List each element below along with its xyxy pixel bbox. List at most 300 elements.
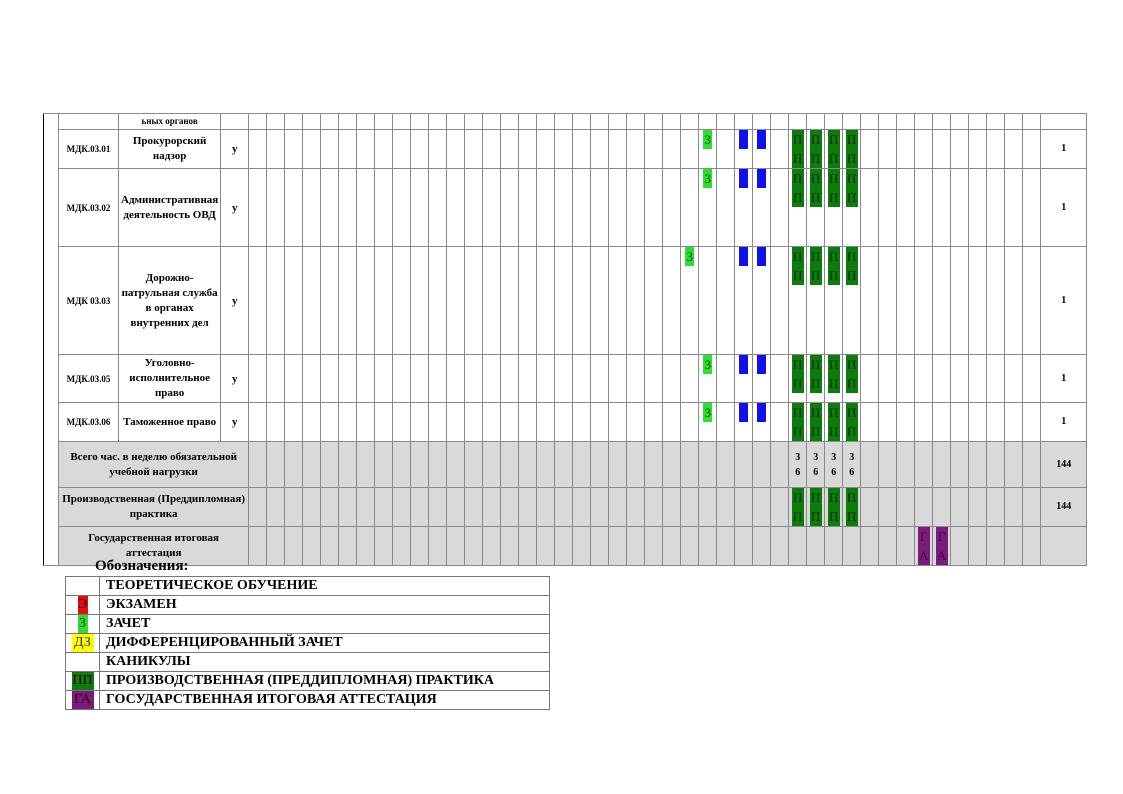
week-cell [645, 527, 663, 566]
week-cell [267, 488, 285, 527]
week-cell [267, 130, 285, 169]
week-cell [429, 403, 447, 442]
week-cell [555, 355, 573, 403]
legend-text: ПРОИЗВОДСТВЕННАЯ (ПРЕДДИПЛОМНАЯ) ПРАКТИКА [100, 672, 550, 691]
practice-mark: П П [829, 171, 839, 205]
week-cell [969, 403, 987, 442]
week-cell [681, 355, 699, 403]
week-cell [681, 130, 699, 169]
legend-item [66, 672, 550, 691]
week-cell [843, 247, 861, 355]
week-cell [411, 403, 429, 442]
week-cell [465, 488, 483, 527]
week-cell [825, 442, 843, 488]
week-cell [933, 247, 951, 355]
week-cell [717, 130, 735, 169]
week-cell [663, 130, 681, 169]
week-cell [753, 247, 771, 355]
week-cell [555, 169, 573, 247]
week-cell [879, 130, 897, 169]
form-cell [221, 114, 249, 130]
week-cell [465, 442, 483, 488]
week-cell [519, 169, 537, 247]
week-cell [393, 527, 411, 566]
practice-mark: П П [847, 132, 857, 166]
legend-item [66, 653, 550, 672]
week-cell [753, 130, 771, 169]
week-cell [969, 442, 987, 488]
week-cell [933, 442, 951, 488]
week-cell [861, 488, 879, 527]
week-cell [501, 442, 519, 488]
week-cell [681, 403, 699, 442]
week-cell [267, 527, 285, 566]
assessment-form: у [221, 355, 249, 403]
week-cell [861, 247, 879, 355]
week-cell [951, 442, 969, 488]
week-cell [1023, 130, 1041, 169]
week-cell [879, 355, 897, 403]
week-cell [465, 403, 483, 442]
week-cell [825, 130, 843, 169]
legend-swatch-cell [66, 577, 100, 596]
week-cell [627, 114, 645, 130]
week-cell [897, 114, 915, 130]
week-cell [987, 130, 1005, 169]
week-cell [861, 169, 879, 247]
week-cell [987, 403, 1005, 442]
week-cell [393, 130, 411, 169]
week-cell [825, 169, 843, 247]
week-cell [555, 527, 573, 566]
week-cell [861, 442, 879, 488]
total-cell: 144 [1041, 442, 1087, 488]
week-cell [681, 442, 699, 488]
week-cell [879, 403, 897, 442]
week-cell [645, 114, 663, 130]
week-cell [1005, 527, 1023, 566]
week-cell [951, 527, 969, 566]
week-cell [627, 130, 645, 169]
week-cell [951, 169, 969, 247]
week-cell [969, 355, 987, 403]
week-cell [933, 355, 951, 403]
week-cell [915, 403, 933, 442]
week-cell [645, 169, 663, 247]
week-cell [897, 527, 915, 566]
total-cell [1041, 114, 1087, 130]
week-cell [339, 355, 357, 403]
week-cell [483, 488, 501, 527]
week-cell [1023, 355, 1041, 403]
week-cell [321, 355, 339, 403]
week-cell [465, 247, 483, 355]
practice-mark: П П [793, 171, 803, 205]
week-cell [429, 169, 447, 247]
week-cell [249, 442, 267, 488]
hours-value: 36 [795, 451, 801, 478]
week-cell [483, 114, 501, 130]
week-cell [897, 488, 915, 527]
week-cell [303, 403, 321, 442]
vacation-mark [757, 130, 766, 149]
legend-swatch-cell [66, 691, 100, 710]
week-cell [465, 355, 483, 403]
week-cell [627, 247, 645, 355]
vacation-mark [757, 247, 766, 266]
week-cell [375, 442, 393, 488]
week-cell [537, 442, 555, 488]
week-cell [879, 247, 897, 355]
week-cell [519, 488, 537, 527]
practice-mark: П П [811, 171, 821, 205]
week-cell [447, 527, 465, 566]
week-cell [987, 527, 1005, 566]
week-cell [267, 247, 285, 355]
week-cell [735, 527, 753, 566]
week-cell [321, 130, 339, 169]
week-cell [609, 488, 627, 527]
week-cell [591, 114, 609, 130]
week-cell [339, 403, 357, 442]
week-cell [789, 403, 807, 442]
week-cell [825, 355, 843, 403]
week-cell [393, 247, 411, 355]
week-cell [357, 527, 375, 566]
week-cell [843, 355, 861, 403]
discipline-code: МДК 03.03 [59, 247, 119, 355]
week-cell [735, 442, 753, 488]
week-cell [789, 488, 807, 527]
week-cell [879, 442, 897, 488]
legend-swatch-cell [66, 634, 100, 653]
week-cell [555, 130, 573, 169]
week-cell [663, 403, 681, 442]
week-cell [303, 442, 321, 488]
week-cell [393, 442, 411, 488]
week-cell [699, 169, 717, 247]
practice-mark: П П [847, 249, 857, 283]
week-cell [339, 247, 357, 355]
discipline-row [44, 169, 1087, 247]
practice-mark: П П [829, 490, 839, 524]
week-cell [1005, 114, 1023, 130]
week-cell [645, 355, 663, 403]
practice-mark: П П [847, 357, 857, 391]
week-cell [357, 247, 375, 355]
week-cell [717, 355, 735, 403]
week-cell [573, 442, 591, 488]
week-cell [501, 355, 519, 403]
legend-swatch: ДЗ [72, 634, 94, 652]
schedule-table [43, 113, 1087, 566]
week-cell [789, 169, 807, 247]
week-cell [987, 247, 1005, 355]
week-cell [411, 355, 429, 403]
week-cell [501, 247, 519, 355]
week-cell [951, 355, 969, 403]
week-cell [879, 527, 897, 566]
week-cell [393, 114, 411, 130]
week-cell [447, 247, 465, 355]
week-cell [681, 247, 699, 355]
week-cell [285, 130, 303, 169]
week-cell [285, 488, 303, 527]
week-cell [411, 488, 429, 527]
week-cell [1023, 247, 1041, 355]
practice-mark: П П [793, 249, 803, 283]
week-cell [501, 114, 519, 130]
week-cell [573, 355, 591, 403]
week-cell [609, 169, 627, 247]
vacation-mark [757, 169, 766, 188]
week-cell [771, 403, 789, 442]
week-cell [735, 403, 753, 442]
week-cell [987, 169, 1005, 247]
week-cell [303, 488, 321, 527]
week-cell [645, 403, 663, 442]
week-cell [753, 114, 771, 130]
week-cell [753, 403, 771, 442]
discipline-code: МДК.03.02 [59, 169, 119, 247]
week-cell [285, 442, 303, 488]
week-cell [663, 355, 681, 403]
week-cell [699, 527, 717, 566]
vacation-mark [739, 247, 748, 266]
legend-text: ТЕОРЕТИЧЕСКОЕ ОБУЧЕНИЕ [100, 577, 550, 596]
week-cell [249, 527, 267, 566]
legend-text: ЭКЗАМЕН [100, 596, 550, 615]
week-cell [717, 442, 735, 488]
week-cell [807, 169, 825, 247]
week-cell [285, 114, 303, 130]
week-cell [1005, 130, 1023, 169]
header-row [44, 114, 1087, 130]
week-cell [1005, 442, 1023, 488]
week-cell [339, 114, 357, 130]
total-cell: 1 [1041, 355, 1087, 403]
legend-swatch-cell [66, 653, 100, 672]
vacation-mark [739, 169, 748, 188]
week-cell [789, 527, 807, 566]
week-cell [987, 442, 1005, 488]
week-cell [591, 488, 609, 527]
week-cell [807, 130, 825, 169]
week-cell [861, 403, 879, 442]
week-cell [303, 169, 321, 247]
week-cell [771, 488, 789, 527]
week-cell [339, 169, 357, 247]
week-cell [429, 355, 447, 403]
week-cell [753, 442, 771, 488]
summary-row [44, 442, 1087, 488]
week-cell [573, 247, 591, 355]
practice-mark: П П [811, 490, 821, 524]
week-cell [735, 247, 753, 355]
zachet-mark: З [704, 357, 711, 372]
legend-item [66, 634, 550, 653]
week-cell [1005, 403, 1023, 442]
week-cell [699, 488, 717, 527]
week-cell [339, 527, 357, 566]
week-cell [375, 130, 393, 169]
week-cell [627, 488, 645, 527]
week-cell [771, 355, 789, 403]
week-cell [429, 114, 447, 130]
week-cell [1023, 488, 1041, 527]
week-cell [807, 488, 825, 527]
week-cell [771, 114, 789, 130]
week-cell [573, 169, 591, 247]
total-cell: 1 [1041, 247, 1087, 355]
week-cell [627, 527, 645, 566]
week-cell [447, 130, 465, 169]
legend-text: ГОСУДАРСТВЕННАЯ ИТОГОВАЯ АТТЕСТАЦИЯ [100, 691, 550, 710]
week-cell [879, 114, 897, 130]
week-cell [1005, 355, 1023, 403]
week-cell [249, 114, 267, 130]
week-cell [753, 355, 771, 403]
week-cell [267, 403, 285, 442]
legend-text: ЗАЧЕТ [100, 615, 550, 634]
week-cell [699, 403, 717, 442]
week-cell [897, 355, 915, 403]
discipline-code: МДК.03.06 [59, 403, 119, 442]
week-cell [249, 488, 267, 527]
practice-mark: П П [847, 490, 857, 524]
week-cell [807, 527, 825, 566]
week-cell [933, 488, 951, 527]
week-cell [771, 130, 789, 169]
week-cell [663, 114, 681, 130]
week-cell [591, 169, 609, 247]
summary-label: Всего час. в неделю обязательной учебной нагрузки [59, 442, 249, 488]
week-cell [897, 403, 915, 442]
week-cell [303, 527, 321, 566]
week-cell [447, 169, 465, 247]
week-cell [609, 442, 627, 488]
hours-value: 36 [831, 451, 837, 478]
zachet-mark: З [704, 405, 711, 420]
week-cell [339, 488, 357, 527]
vacation-mark [739, 403, 748, 422]
week-cell [663, 488, 681, 527]
week-cell [915, 442, 933, 488]
week-cell [483, 442, 501, 488]
practice-mark: П П [829, 405, 839, 439]
week-cell [717, 114, 735, 130]
discipline-name: Административная деятельность ОВД [119, 169, 221, 247]
week-cell [357, 355, 375, 403]
week-cell [735, 114, 753, 130]
week-cell [933, 169, 951, 247]
week-cell [501, 130, 519, 169]
week-cell [519, 247, 537, 355]
week-cell [825, 247, 843, 355]
week-cell [753, 169, 771, 247]
week-cell [465, 114, 483, 130]
week-cell [465, 527, 483, 566]
week-cell [627, 403, 645, 442]
summary-row [44, 527, 1087, 566]
week-cell [411, 527, 429, 566]
legend-swatch: ГА [72, 691, 94, 709]
week-cell [591, 130, 609, 169]
week-cell [321, 247, 339, 355]
week-cell [609, 247, 627, 355]
week-cell [663, 442, 681, 488]
practice-mark: П П [811, 405, 821, 439]
legend-item [66, 615, 550, 634]
week-cell [339, 130, 357, 169]
practice-mark: П П [793, 490, 803, 524]
week-cell [519, 130, 537, 169]
week-cell [609, 527, 627, 566]
discipline-row [44, 355, 1087, 403]
week-cell [843, 114, 861, 130]
total-cell: 1 [1041, 169, 1087, 247]
week-cell [735, 355, 753, 403]
week-cell [1023, 114, 1041, 130]
week-cell [789, 355, 807, 403]
practice-mark: П П [793, 132, 803, 166]
week-cell [699, 114, 717, 130]
legend-swatch-cell [66, 672, 100, 691]
week-cell [555, 488, 573, 527]
week-cell [303, 114, 321, 130]
week-cell [375, 247, 393, 355]
week-cell [555, 247, 573, 355]
week-cell [303, 247, 321, 355]
week-cell [807, 114, 825, 130]
discipline-row [44, 247, 1087, 355]
week-cell [591, 247, 609, 355]
summary-row [44, 488, 1087, 527]
week-cell [681, 114, 699, 130]
week-cell [771, 442, 789, 488]
week-cell [681, 527, 699, 566]
week-cell [411, 169, 429, 247]
week-cell [915, 247, 933, 355]
week-cell [1005, 488, 1023, 527]
week-cell [609, 355, 627, 403]
week-cell [447, 403, 465, 442]
week-cell [555, 403, 573, 442]
week-cell [699, 247, 717, 355]
practice-mark: П П [793, 405, 803, 439]
week-cell [969, 169, 987, 247]
legend-text: КАНИКУЛЫ [100, 653, 550, 672]
practice-mark: П П [811, 357, 821, 391]
week-cell [537, 355, 555, 403]
week-cell [1023, 442, 1041, 488]
week-cell [285, 527, 303, 566]
week-cell [915, 355, 933, 403]
week-cell [447, 488, 465, 527]
week-cell [1005, 247, 1023, 355]
week-cell [411, 442, 429, 488]
zachet-mark: З [704, 132, 711, 147]
total-cell: 1 [1041, 130, 1087, 169]
week-cell [393, 169, 411, 247]
legend-title: Обозначения: [95, 558, 189, 574]
week-cell [861, 114, 879, 130]
week-cell [807, 355, 825, 403]
week-cell [537, 403, 555, 442]
week-cell [915, 130, 933, 169]
week-cell [645, 442, 663, 488]
week-cell [825, 403, 843, 442]
